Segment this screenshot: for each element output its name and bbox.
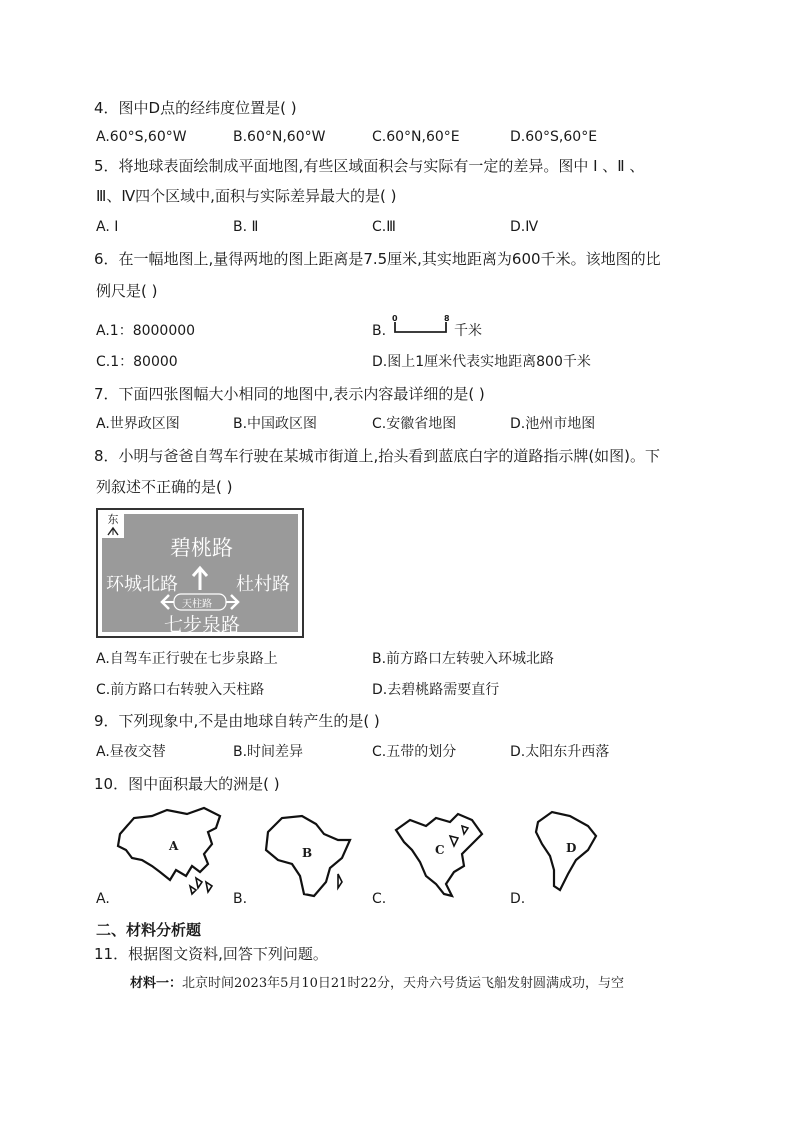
q8-option-c: C.前方路口右转驶入天柱路 xyxy=(96,682,265,698)
q8-option-b: B.前方路口左转驶入环城北路 xyxy=(372,651,555,667)
q11-material-text: 北京时间2023年5月10日21时22分，天舟六号货运飞船发射圆满成功，与空 xyxy=(182,976,624,991)
q9-option-d: D.太阳东升西落 xyxy=(510,744,610,760)
scale-bar-icon xyxy=(394,320,448,334)
road-sign-panel xyxy=(102,513,298,636)
q6-stem-line2: 例尺是( ) xyxy=(96,282,158,300)
q5-stem-line2: Ⅲ、Ⅳ四个区域中,面积与实际差异最大的是( ) xyxy=(96,187,397,205)
q11-material xyxy=(130,974,624,994)
q5-option-c: C.Ⅲ xyxy=(372,219,396,235)
q9-stem: 9．下列现象中,不是由地球自转产生的是( ) xyxy=(94,712,380,730)
q7-option-d: D.池州市地图 xyxy=(510,416,596,432)
q7-option-a: A.世界政区图 xyxy=(96,416,180,432)
q10-option-d: D. xyxy=(510,891,526,907)
q6-option-a: A.1：8000000 xyxy=(96,323,196,339)
q4-option-d: D.60°S,60°E xyxy=(510,129,598,145)
sign-top-road: 碧桃路 xyxy=(170,536,233,560)
q5-option-a: A. Ⅰ xyxy=(96,219,119,235)
q9-option-c: C.五带的划分 xyxy=(372,744,457,760)
q6-option-b-unit: 千米 xyxy=(454,323,482,339)
q10-stem: 10．图中面积最大的洲是( ) xyxy=(94,775,280,793)
q4-option-b: B.60°N,60°W xyxy=(233,129,326,145)
sign-center-road: 天柱路 xyxy=(182,599,212,610)
q4-option-c: C.60°N,60°E xyxy=(372,129,460,145)
q9-option-b: B.时间差异 xyxy=(233,744,304,760)
q10-option-b: B. xyxy=(233,891,248,907)
sign-right-road: 杜村路 xyxy=(236,574,290,595)
road-sign-figure xyxy=(96,508,304,638)
q8-stem-line2: 列叙述不正确的是( ) xyxy=(96,478,233,496)
sign-left-road: 环城北路 xyxy=(106,574,178,595)
q5-option-b: B. Ⅱ xyxy=(233,219,259,235)
q6-option-b-prefix: B. xyxy=(372,323,387,339)
q8-option-a: A.自驾车正行驶在七步泉路上 xyxy=(96,651,278,667)
section-heading: 二、材料分析题 xyxy=(96,921,202,939)
q6-option-c: C.1：80000 xyxy=(96,354,178,370)
scale-bar-right-label: 8 xyxy=(444,314,450,323)
q4-option-a: A.60°S,60°W xyxy=(96,129,187,145)
scale-bar-left-label: 0 xyxy=(392,314,398,323)
q11-stem: 11．根据图文资料,回答下列问题。 xyxy=(94,945,328,963)
q10-option-c: C. xyxy=(372,891,387,907)
north-arrow-icon xyxy=(107,526,119,536)
map-letter-d: D xyxy=(566,841,577,855)
map-letter-b: B xyxy=(302,846,313,860)
q7-option-c: C.安徽省地图 xyxy=(372,416,457,432)
q9-option-a: A.昼夜交替 xyxy=(96,744,166,760)
direction-label: 东 xyxy=(107,513,119,526)
q11-material-label: 材料一： xyxy=(130,976,183,991)
q5-option-d: D.Ⅳ xyxy=(510,219,539,235)
q8-option-d: D.去碧桃路需要直行 xyxy=(372,682,500,698)
q6-option-b xyxy=(372,314,502,344)
q6-stem-line1: 6．在一幅地图上,量得两地的图上距离是7.5厘米,其实地距离为600千米。该地图的比 xyxy=(94,250,661,268)
q6-option-d: D.图上1厘米代表实地距离800千米 xyxy=(372,354,591,370)
map-letter-a: A xyxy=(169,839,179,853)
q4-stem: 4．图中D点的经纬度位置是( ) xyxy=(94,99,297,117)
map-letter-c: C xyxy=(435,843,445,857)
q8-stem-line1: 8．小明与爸爸自驾车行驶在某城市街道上,抬头看到蓝底白字的道路指示牌(如图)。下 xyxy=(94,447,661,465)
sign-bottom-road: 七步泉路 xyxy=(164,614,241,636)
direction-indicator xyxy=(102,514,124,538)
q5-stem-line1: 5．将地球表面绘制成平面地图,有些区域面积会与实际有一定的差异。图中 Ⅰ 、Ⅱ 、 xyxy=(94,157,645,175)
q10-option-a: A. xyxy=(96,891,110,907)
q7-stem: 7．下面四张图幅大小相同的地图中,表示内容最详细的是( ) xyxy=(94,385,485,403)
q7-option-b: B.中国政区图 xyxy=(233,416,318,432)
